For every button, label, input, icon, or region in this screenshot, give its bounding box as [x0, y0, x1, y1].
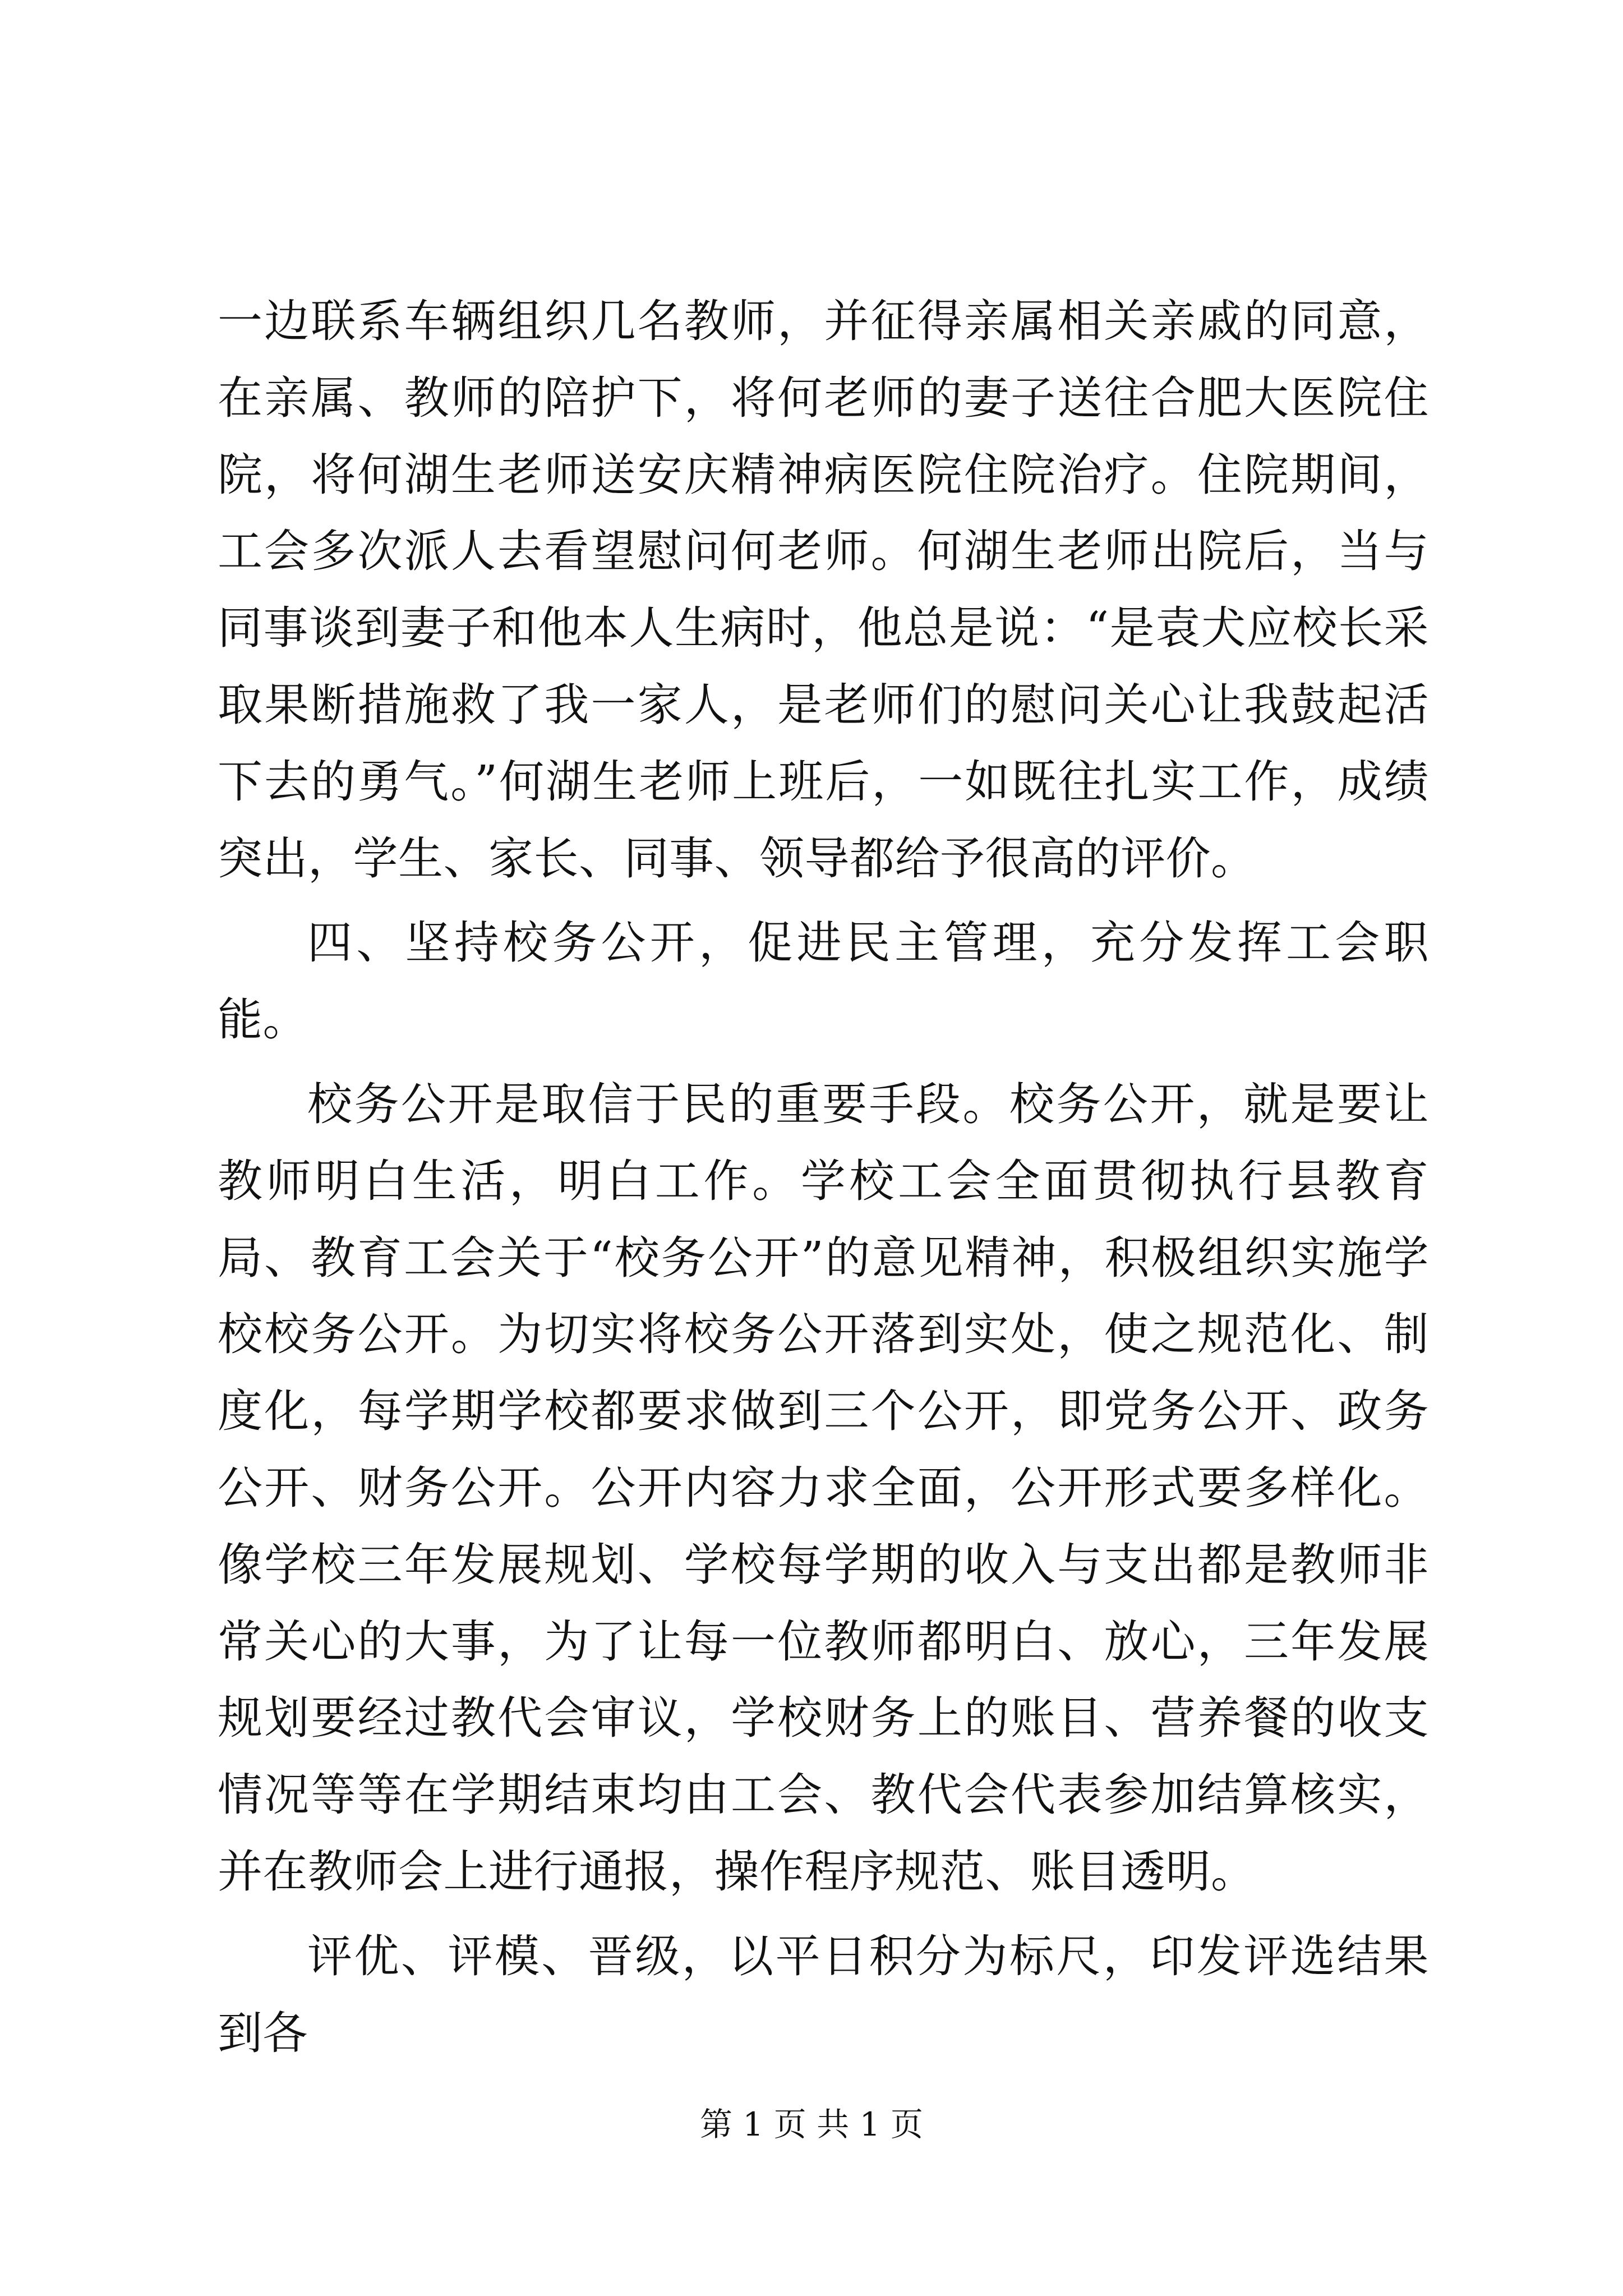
- document-body: [218, 283, 1429, 2072]
- paragraph-evaluation: 评优、评模、晋级，以平日积分为标尺，印发评选结果到各: [218, 1930, 1429, 2059]
- paragraph-transparency: 校务公开是取信于民的重要手段。校务公开，就是要让教师明白生活，明白工作。学校工会全面贯彻执行县教育局、教育工会关于“校务公开”的意见精神，积极组织实施学校校务公开。为切实将校务公开落到实处，使之规范化、制度化，每学期学校都要求做到三个公开，即党务公开、政务公开、财务公开。公开内容力求全面，公开形式要多样化。像学校三年发展规划、学校每学期的收入与支出都是教师非常关心的大事，为了让每一位教师都明白、放心，三年发展规划要经过教代会审议，学校财务上的账目、营养餐的收支情况等等在学期结束均由工会、教代会代表参加结算核实，并在教师会上进行通报，操作程序规范、账目透明。: [218, 1078, 1429, 1898]
- section-heading: 四、坚持校务公开，促进民主管理，充分发挥工会职能。: [218, 917, 1429, 1046]
- paragraph-continuation: 一边联系车辆组织几名教师，并征得亲属相关亲戚的同意，在亲属、教师的陪护下，将何老师的妻子送往合肥大医院住院，将何湖生老师送安庆精神病医院住院治疗。住院期间，工会多次派人去看望慰问何老师。何湖生老师出院后，当与同事谈到妻子和他本人生病时，他总是说：“是袁犬应校长采取果断措施救了我一家人，是老师们的慰问关心让我鼓起活下去的勇气。”何湖生老师上班后，一如既往扎实工作，成绩突出，学生、家长、同事、领导都给予很高的评价。: [218, 295, 1429, 885]
- page-footer: 第 1 页 共 1 页: [700, 2105, 923, 2143]
